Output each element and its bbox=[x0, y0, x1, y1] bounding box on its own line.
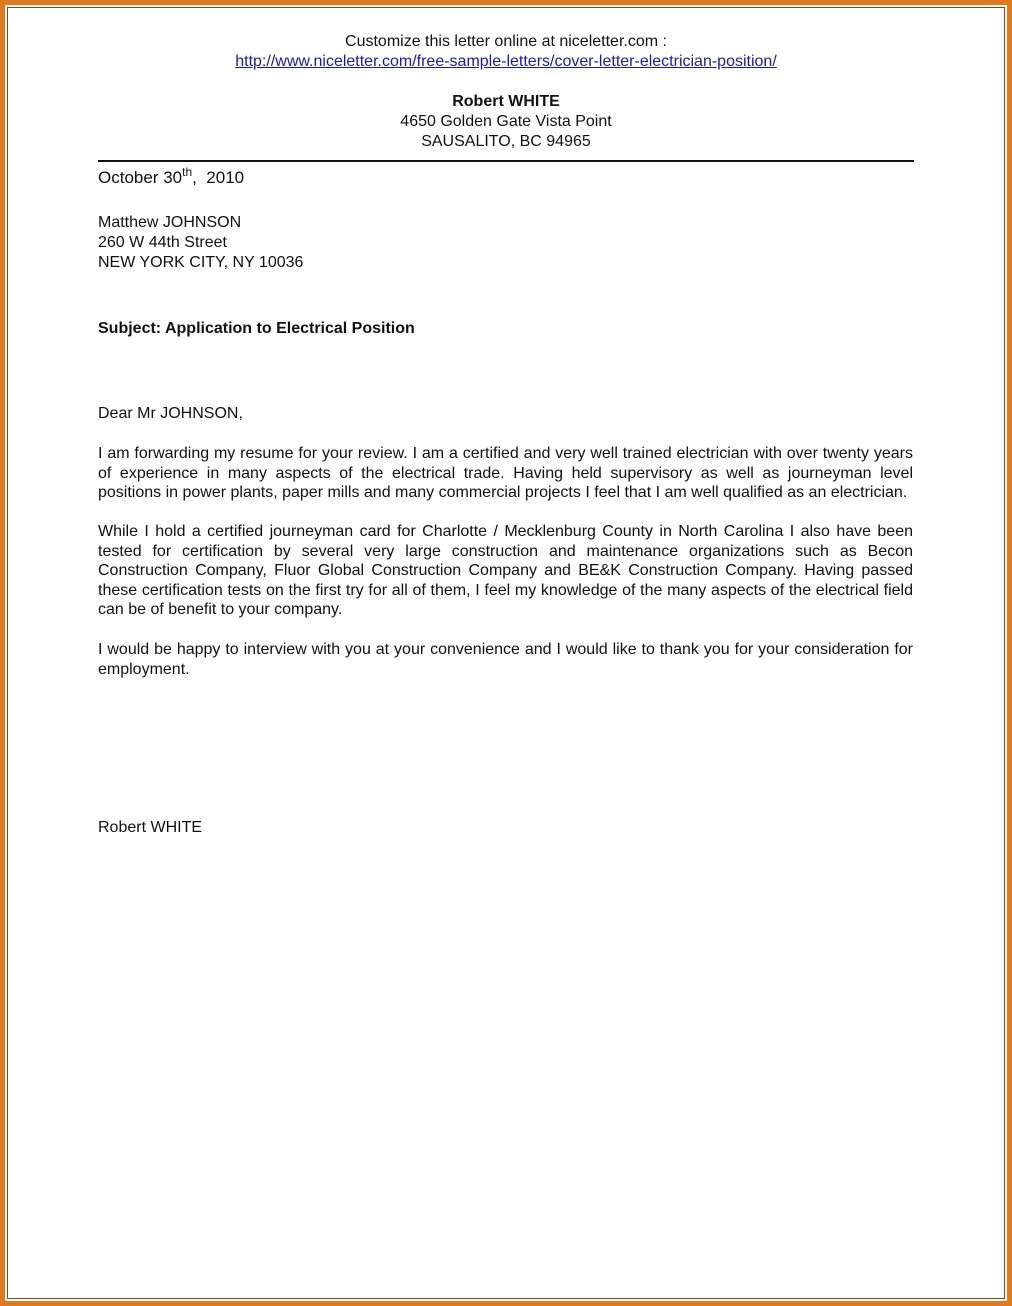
sender-name: Robert WHITE bbox=[452, 93, 560, 110]
date-suffix: th bbox=[182, 165, 193, 179]
recipient-address-line1: 260 W 44th Street bbox=[98, 234, 227, 251]
letter-date bbox=[98, 165, 245, 188]
body-paragraph-1: I am forwarding my resume for your review. I am a certified and very well trained electrician with over twenty years of experience in many aspects of the electrical trade. Having held supervisory as well as journeyman level positions in power plants, paper mills and many commercial projects I feel that I am well qualified as an electrician. bbox=[98, 445, 913, 502]
date-year: , 2010 bbox=[192, 168, 245, 187]
body-paragraph-3: I would be happy to interview with you at your convenience and I would like to thank you for your consideration for employment. bbox=[98, 641, 913, 678]
customize-link-row bbox=[0, 52, 1012, 72]
letter-subject: Subject: Application to Electrical Position bbox=[98, 320, 415, 337]
recipient-address-line2: NEW YORK CITY, NY 10036 bbox=[98, 254, 304, 271]
recipient-name: Matthew JOHNSON bbox=[98, 214, 242, 231]
niceletter-link[interactable]: http://www.niceletter.com/free-sample-letters/cover-letter-electrician-position/ bbox=[235, 53, 777, 70]
body-paragraph-2: While I hold a certified journeyman card for Charlotte / Mecklenburg County in North Carolina I also have been tested for certification by several very large construction and maintenance organizations such as Becon Construction Company, Fluor Global Construction Company and BE&K Construction Company. Having passed these certification tests on the first try for all of them, I feel my knowledge of the many aspects of the electrical field can be of benefit to your company. bbox=[98, 523, 913, 619]
sender-address-line2: SAUSALITO, BC 94965 bbox=[421, 133, 591, 150]
signature: Robert WHITE bbox=[98, 819, 203, 836]
sender-address-line1: 4650 Golden Gate Vista Point bbox=[400, 113, 612, 130]
date-month-day: October 30 bbox=[98, 168, 183, 187]
salutation: Dear Mr JOHNSON, bbox=[98, 405, 243, 422]
header-divider bbox=[98, 160, 914, 162]
customize-text: Customize this letter online at niceletter.com : bbox=[345, 33, 667, 50]
